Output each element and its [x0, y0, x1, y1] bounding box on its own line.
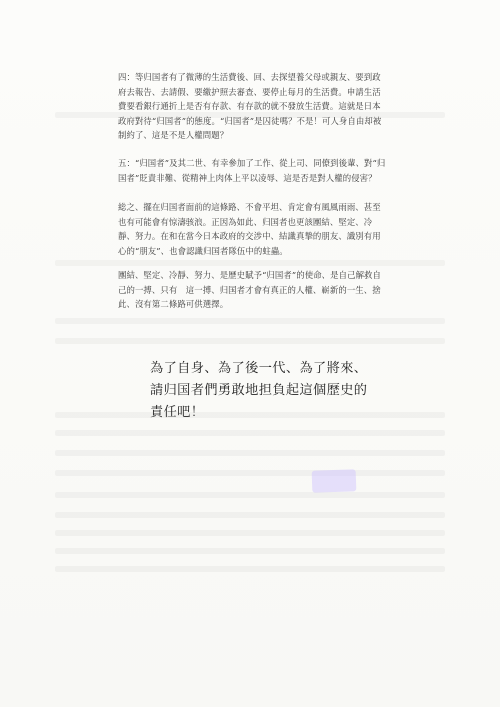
bleed-through-line	[55, 338, 445, 344]
paragraph-text: 四：等归国者有了微薄的生活費後、回、去探望養父母或親友、要到政府去報告、去請假、要繳护照去審查、要停止每月的生活費。申請生活費要看銀行通折上是否有存款、有存款的就不發放生活費。這就是日本政府對待“归国者”的態度。“归国者”是囚徒嗎？不是！可人身自由却被制約了、這是不是人權問題？	[118, 72, 382, 141]
bleed-through-line	[55, 512, 445, 518]
closing-appeal: 為了自身、為了後一代、為了將來、請归国者們勇敢地担負起這個歷史的責任吧！	[150, 361, 368, 420]
bleed-through-line	[55, 318, 445, 324]
bleed-through-line	[55, 260, 445, 266]
bleed-through-line	[55, 566, 445, 572]
bleed-through-line	[55, 530, 445, 536]
bleed-through-line	[55, 450, 445, 456]
bleed-through-line	[55, 470, 445, 476]
bleed-through-line	[55, 492, 445, 498]
bleed-through-line	[55, 430, 445, 436]
paragraph-text: 総之、擺在归国者面前的這條路、不會平坦、肯定會有風風雨雨、甚至也有可能會有惊濤骇浪。正因為如此、归国者也更該團結、堅定、冷靜、努力。在和在當今日本政府的交涉中、結識真摯的朋友、識別有用心的“朋友”、也會認識归国者隊伍中的蛀蟲。	[118, 202, 381, 256]
paragraph-five	[118, 156, 388, 187]
paragraph-text: 五：“归国者”及其二世、有幸參加了工作、從上司、同僚到後輩、對“归国者”貶責非難、從精神上肉体上平以凌辱、這是否是對人權的侵害？	[118, 158, 386, 183]
paragraph-unity	[118, 268, 388, 314]
bleed-through-line	[55, 548, 445, 554]
paragraph-four	[118, 70, 388, 145]
paragraph-text: 團結、堅定、冷靜、努力、是歷史賦予“归国者”的使命、是自己解救自己的一搏、只有 這一搏、归国者才會有真正的人權、嶄新的一生、捨此、沒有第二條路可供選擇。	[118, 270, 382, 310]
purple-stamp-mark	[312, 469, 357, 493]
paragraph-summary	[118, 200, 388, 260]
